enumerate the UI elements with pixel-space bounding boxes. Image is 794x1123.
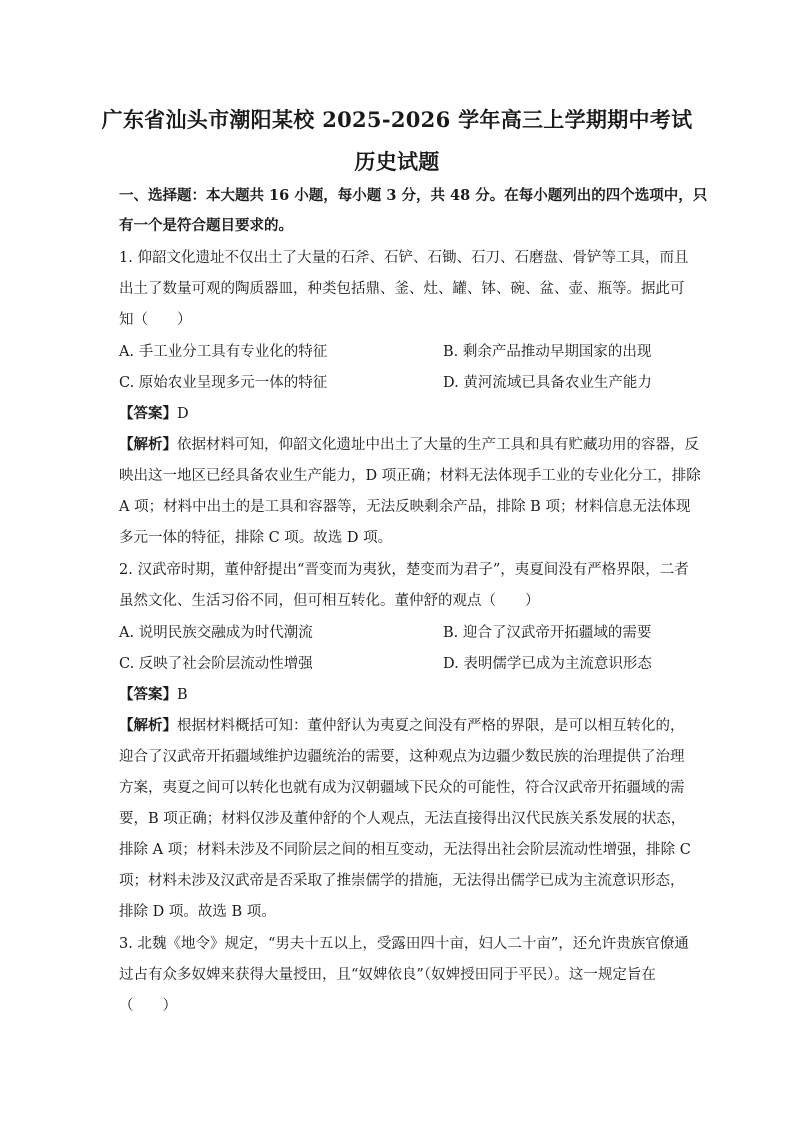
- question-2-analysis: [119, 716, 685, 736]
- answer-label: 【答案】: [119, 405, 177, 422]
- question-3-stem: 过占有众多奴婢来获得大量授田，且“奴婢依良”（奴婢授田同于平民）。这一规定旨在: [119, 967, 656, 983]
- question-2-answer: [119, 685, 679, 705]
- answer-value: D: [177, 406, 189, 422]
- question-1-answer: [119, 404, 679, 424]
- question-1-analysis: A 项；材料中出土的是工具和容器等，无法反映剩余产品，排除 B 项；材料信息无法体现: [119, 499, 691, 515]
- question-2-analysis: 排除 A 项；材料未涉及不同阶层之间的相互变动，无法得出社会阶层流动性增强，排除 C: [119, 842, 691, 858]
- analysis-text: 根据材料概括可知：董仲舒认为夷夏之间没有严格的界限，是可以相互转化的，: [177, 718, 685, 734]
- question-1-option-a: A. 手工业分工具有专业化的特征: [119, 344, 328, 360]
- question-1-option-c: C. 原始农业呈现多元一体的特征: [119, 375, 328, 391]
- section-instructions: 有一个是符合题目要求的。: [119, 217, 293, 234]
- question-2-analysis: 要，B 项正确；材料仅涉及董仲舒的个人观点，无法直接得出汉代民族关系发展的状态，: [119, 811, 686, 827]
- question-2-analysis: 迎合了汉武帝开拓疆域维护边疆统治的需要，这种观点为边疆少数民族的治理提供了治理: [119, 749, 685, 765]
- question-1-stem: 1. 仰韶文化遗址不仅出土了大量的石斧、石铲、石锄、石刀、石磨盘、骨铲等工具，而且: [119, 250, 689, 266]
- question-2-option-b: B. 迎合了汉武帝开拓疆域的需要: [443, 625, 652, 641]
- question-2-option-a: A. 说明民族交融成为时代潮流: [119, 625, 313, 641]
- analysis-label: 【解析】: [119, 436, 177, 453]
- question-2-analysis: 排除 D 项。故选 B 项。: [119, 904, 276, 920]
- question-1-analysis: 映出这一地区已经具备农业生产能力，D 项正确；材料无法体现手工业的专业化分工，排除: [119, 468, 701, 484]
- answer-label: 【答案】: [119, 686, 177, 703]
- analysis-label: 【解析】: [119, 717, 177, 734]
- question-1-option-b: B. 剩余产品推动早期国家的出现: [443, 344, 652, 360]
- question-2-analysis: 项；材料未涉及汉武帝是否采取了推崇儒学的措施，无法得出儒学已成为主流意识形态，: [119, 873, 685, 889]
- page-title: 广东省汕头市潮阳某校 2025-2026 学年高三上学期期中考试: [101, 107, 693, 132]
- question-1-analysis: [119, 435, 699, 455]
- question-2-stem: 2. 汉武帝时期，董仲舒提出“晋变而为夷狄，楚变而为君子”，夷夏间没有严格界限，二者: [119, 562, 689, 578]
- analysis-text: 依据材料可知，仰韶文化遗址中出土了大量的生产工具和具有贮藏功用的容器，反: [177, 437, 699, 453]
- question-2-stem: 虽然文化、生活习俗不同，但可相互转化。董仲舒的观点（ ）: [119, 593, 540, 609]
- question-2-analysis: 方案，夷夏之间可以转化也就有成为汉朝疆域下民众的可能性，符合汉武帝开拓疆域的需: [119, 780, 685, 796]
- question-2-option-d: D. 表明儒学已成为主流意识形态: [443, 656, 652, 672]
- question-3-stem: 3. 北魏《地令》规定，“男夫十五以上，受露田四十亩，妇人二十亩”，还允许贵族官僚通: [119, 936, 689, 952]
- question-1-stem: 知（ ）: [119, 312, 192, 328]
- question-1-analysis: 多元一体的特征，排除 C 项。故选 D 项。: [119, 530, 393, 546]
- question-2-option-c: C. 反映了社会阶层流动性增强: [119, 656, 313, 672]
- answer-value: B: [177, 687, 188, 703]
- page-subtitle: 历史试题: [354, 149, 440, 174]
- question-1-option-d: D. 黄河流域已具备农业生产能力: [443, 375, 652, 391]
- question-3-stem: （ ）: [119, 998, 177, 1014]
- question-1-stem: 出土了数量可观的陶质器皿，种类包括鼎、釜、灶、罐、钵、碗、盆、壶、瓶等。据此可: [119, 281, 685, 297]
- section-instructions: 一、选择题：本大题共 16 小题，每小题 3 分，共 48 分。在每小题列出的四个选项中，只: [119, 187, 708, 204]
